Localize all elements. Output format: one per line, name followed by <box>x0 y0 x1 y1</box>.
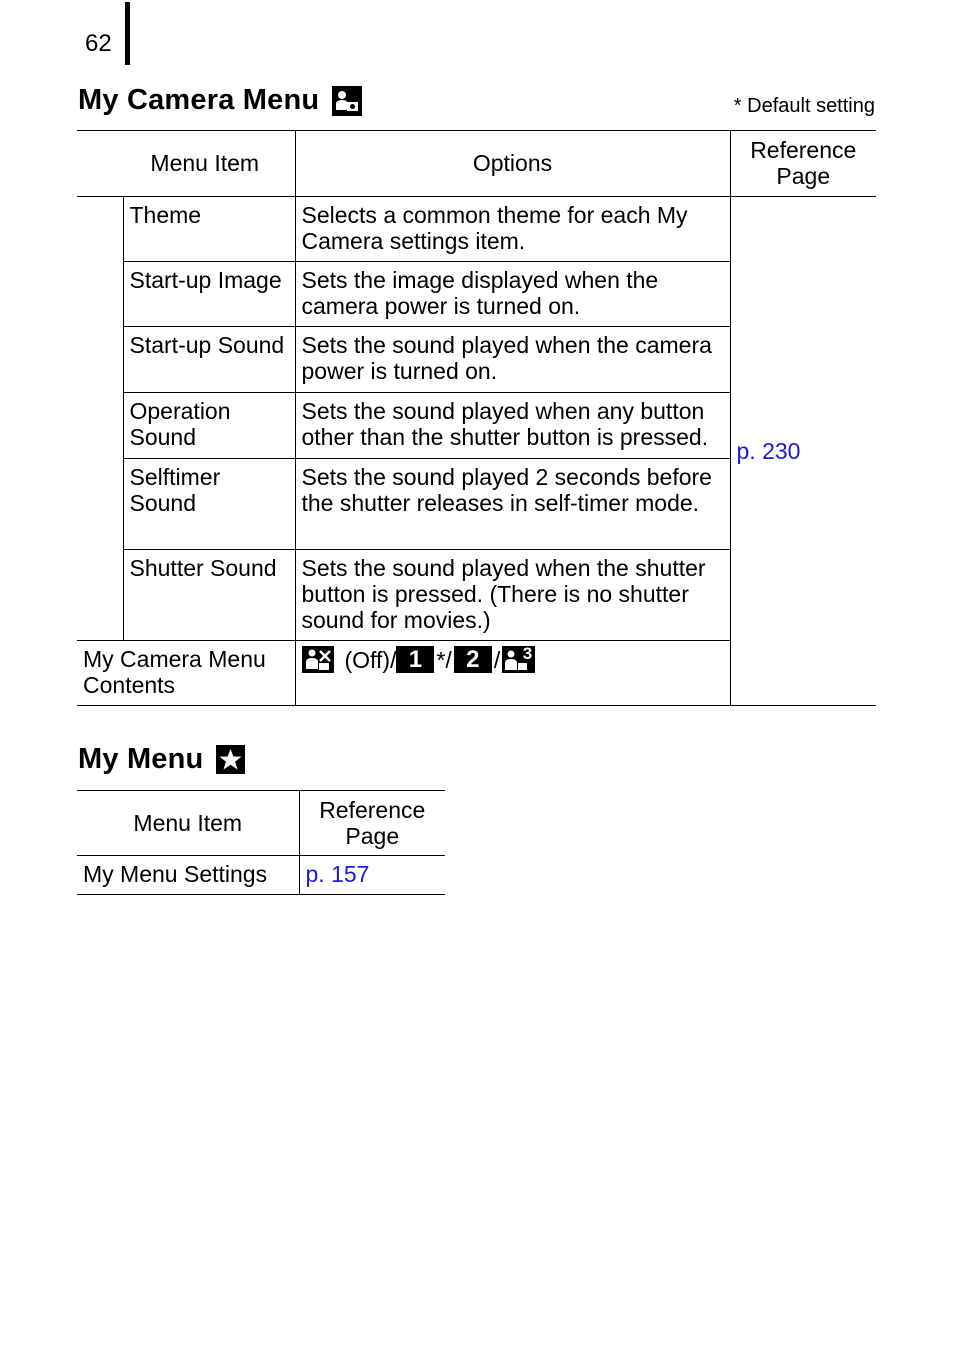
option-description-cell: Selects a common theme for each My Camera settings item. <box>295 197 730 262</box>
indent-cell <box>77 197 123 641</box>
menu-item-cell: Start-up Sound <box>123 327 295 393</box>
my-menu-heading <box>78 743 245 776</box>
header-row <box>77 131 876 197</box>
my-menu-table <box>77 790 445 895</box>
menu-item-cell: Selftimer Sound <box>123 459 295 550</box>
page-number: 62 <box>85 30 112 57</box>
theme-2-icon: 2 <box>454 646 492 673</box>
menu-item-cell: My Camera Menu Contents <box>77 641 295 706</box>
theme-3-glyph: 3 <box>522 644 533 663</box>
menu-item-cell: Start-up Image <box>123 262 295 327</box>
separator: / <box>493 646 501 673</box>
header-menu-item: Menu Item <box>77 791 299 856</box>
reference-link-p157[interactable]: p. 157 <box>305 861 370 887</box>
option-description-cell: Sets the sound played 2 seconds before the shutter releases in self-timer mode. <box>295 459 730 550</box>
contents-options <box>302 646 724 673</box>
theme-1-icon: 1 <box>396 646 434 673</box>
default-setting-note: * Default setting <box>733 95 875 117</box>
header-reference-page: Reference Page <box>730 131 876 197</box>
reference-link-p230[interactable]: p. 230 <box>736 437 801 464</box>
option-description-cell: Sets the sound played when any button other than the shutter button is pressed. <box>295 393 730 459</box>
header-options: Options <box>295 131 730 197</box>
camera-menu-heading <box>78 84 362 117</box>
header-reference-page: Reference Page <box>299 791 445 856</box>
menu-item-cell: Theme <box>123 197 295 262</box>
default-marker: */ <box>436 646 452 673</box>
camera-menu-title: My Camera Menu <box>78 84 320 116</box>
header-row <box>77 791 445 856</box>
reference-cell <box>299 856 445 895</box>
option-description-cell: Sets the sound played when the shutter button is pressed. (There is no shutter sound for movies.) <box>295 550 730 641</box>
camera-menu-table <box>77 130 876 706</box>
off-label: (Off)/ <box>344 646 397 673</box>
table-row <box>77 856 445 895</box>
menu-item-cell: Shutter Sound <box>123 550 295 641</box>
my-menu-title: My Menu <box>78 743 204 775</box>
option-description-cell: Sets the image displayed when the camera power is turned on. <box>295 262 730 327</box>
menu-item-cell: Operation Sound <box>123 393 295 459</box>
table-row <box>77 197 876 262</box>
my-camera-menu-icon <box>332 86 362 116</box>
my-camera-off-icon <box>302 646 334 673</box>
header-menu-item: Menu Item <box>77 131 295 197</box>
page-number-rule <box>125 2 130 65</box>
contents-options-cell <box>295 641 730 706</box>
option-description-cell: Sets the sound played when the camera power is turned on. <box>295 327 730 393</box>
theme-3-icon <box>502 646 535 673</box>
reference-cell <box>730 197 876 706</box>
menu-item-cell: My Menu Settings <box>77 856 299 895</box>
star-icon <box>216 745 245 774</box>
